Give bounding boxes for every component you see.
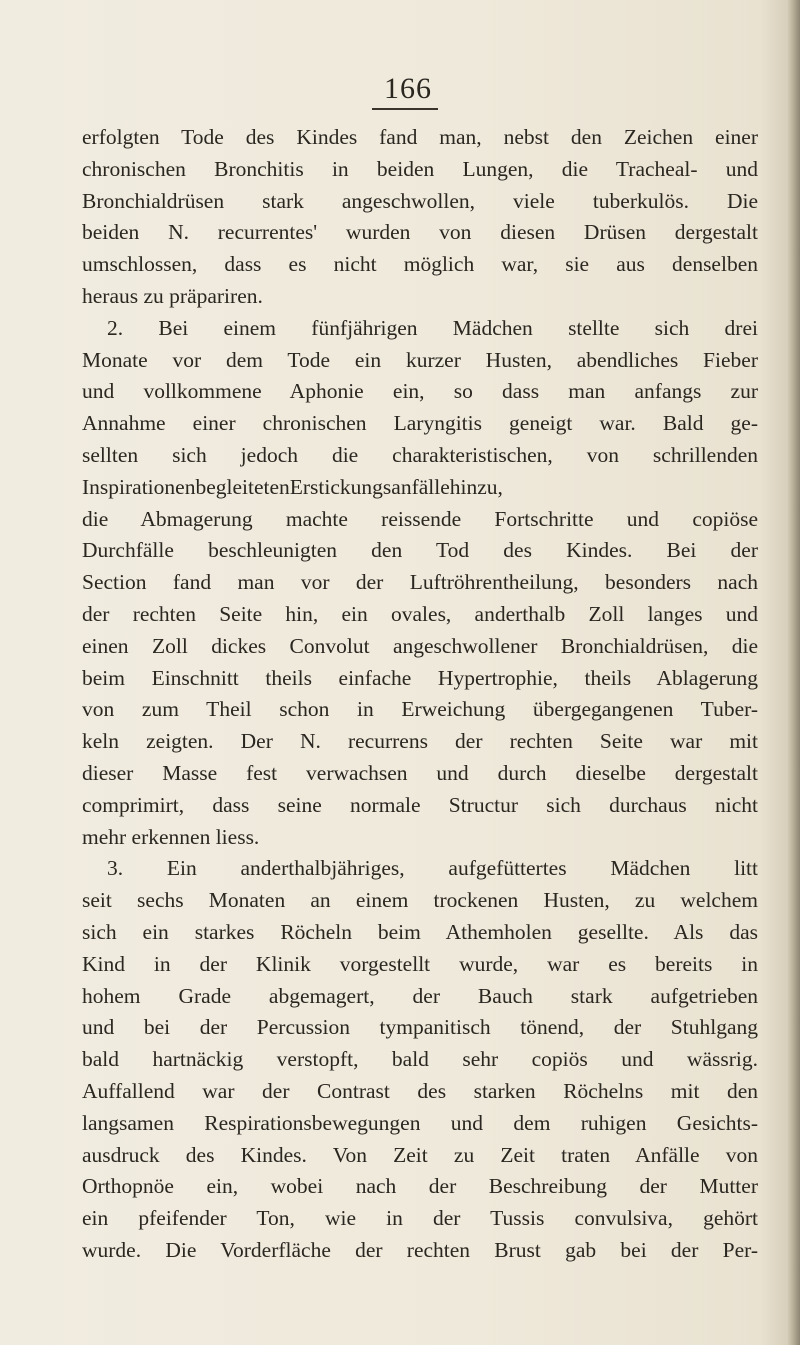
text-line: Section fand man vor der Luftröhrentheilung, besonders nach — [82, 570, 758, 595]
text-line: Bronchialdrüsen stark angeschwollen, viele tuberkulös. Die — [82, 188, 758, 213]
text-line: erfolgten Tode des Kindes fand man, nebst den Zeichen einer — [82, 125, 758, 149]
text-line: sich ein starkes Röcheln beim Athemholen gesellte. Als das — [82, 919, 758, 944]
text-line: der rechten Seite hin, ein ovales, anderthalb Zoll langes und — [82, 601, 758, 626]
text-line: heraus zu präpariren. — [82, 283, 263, 308]
page-number-rule — [372, 108, 438, 110]
text-line: Orthopnöe ein, wobei nach der Beschreibung der Mutter — [82, 1174, 758, 1199]
text-line: bald hartnäckig verstopft, bald sehr copiös und wässrig. — [82, 1047, 758, 1072]
text-line: die Abmagerung machte reissende Fortschritte und copiöse — [82, 506, 758, 531]
text-line: von zum Theil schon in Erweichung übergegangenen Tuber- — [82, 697, 758, 722]
page-number: 166 — [384, 72, 432, 105]
text-line: dieser Masse fest verwachsen und durch dieselbe dergestalt — [82, 760, 758, 785]
text-line: Monate vor dem Tode ein kurzer Husten, abendliches Fieber — [82, 347, 758, 372]
text-line: comprimirt, dass seine normale Structur sich durchaus nicht — [82, 792, 758, 817]
text-line: langsamen Respirationsbewegungen und dem ruhigen Gesichts- — [82, 1110, 758, 1135]
text-line: Durchfälle beschleunigten den Tod des Kindes. Bei der — [82, 538, 758, 563]
text-line: seit sechs Monaten an einem trockenen Husten, zu welchem — [82, 888, 758, 913]
text-line: hohem Grade abgemagert, der Bauch stark aufgetrieben — [82, 983, 758, 1008]
text-line: 2. Bei einem fünfjährigen Mädchen stellte sich drei — [107, 315, 758, 340]
page-edge-shadow — [786, 0, 800, 1345]
text-line: 3. Ein anderthalbjähriges, aufgefüttertes Mädchen litt — [107, 856, 758, 881]
text-line: beiden N. recurrentes' wurden von diesen Drüsen dergestalt — [82, 220, 758, 245]
text-line: ausdruck des Kindes. Von Zeit zu Zeit traten Anfälle von — [82, 1142, 758, 1167]
text-line: und bei der Percussion tympanitisch tönend, der Stuhlgang — [82, 1015, 758, 1040]
text-line: einen Zoll dickes Convolut angeschwollener Bronchialdrüsen, die — [82, 633, 758, 658]
text-line: Auffallend war der Contrast des starken Röchelns mit den — [82, 1078, 758, 1103]
text-line: und vollkommene Aphonie ein, so dass man anfangs zur — [82, 379, 758, 404]
text-line: InspirationenbegleitetenErstickungsanfällehinzu, — [82, 474, 503, 499]
text-line: wurde. Die Vorderfläche der rechten Brust gab bei der Per- — [82, 1237, 758, 1262]
body-text — [82, 122, 758, 1267]
text-line: Kind in der Klinik vorgestellt wurde, war es bereits in — [82, 951, 758, 976]
text-line: sellten sich jedoch die charakteristischen, von schrillenden — [82, 442, 758, 467]
text-line: chronischen Bronchitis in beiden Lungen, die Tracheal- und — [82, 156, 758, 181]
text-line: Annahme einer chronischen Laryngitis geneigt war. Bald ge- — [82, 411, 758, 436]
text-line: beim Einschnitt theils einfache Hypertrophie, theils Ablagerung — [82, 665, 758, 690]
text-line: mehr erkennen liess. — [82, 824, 260, 849]
text-line: ein pfeifender Ton, wie in der Tussis convulsiva, gehört — [82, 1206, 758, 1231]
text-line: keln zeigten. Der N. recurrens der rechten Seite war mit — [82, 729, 758, 754]
text-line: umschlossen, dass es nicht möglich war, sie aus denselben — [82, 252, 758, 277]
